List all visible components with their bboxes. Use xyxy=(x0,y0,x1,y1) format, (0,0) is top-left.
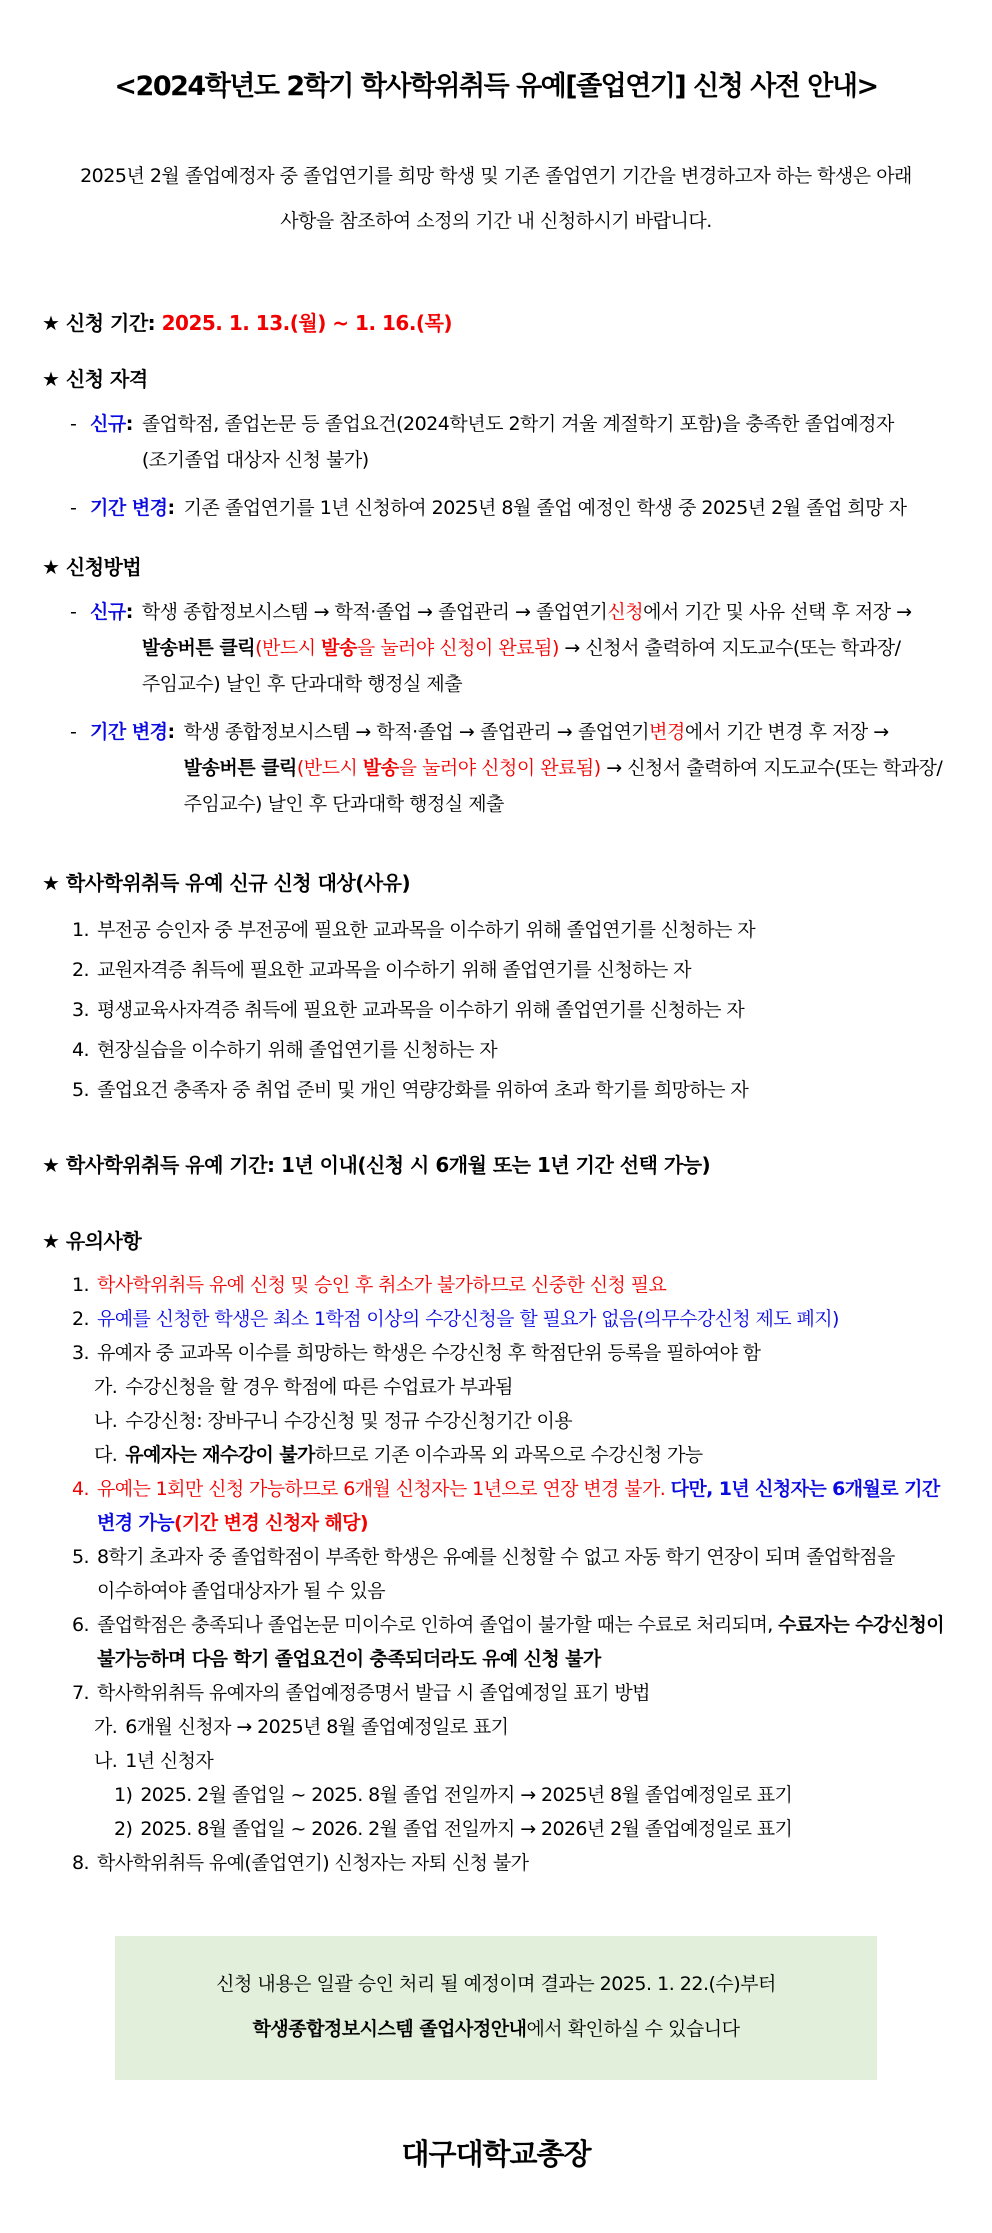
text-segment: 3. xyxy=(72,998,89,1021)
caution-item-2 xyxy=(72,1302,950,1336)
text-segment: 발송 xyxy=(362,756,399,779)
reason-item-2 xyxy=(72,950,950,990)
caution-item-7-subsub-2 xyxy=(114,1812,950,1846)
text-segment: 수강신청을 할 경우 학점에 따른 수업료가 부과됨 xyxy=(125,1375,513,1398)
item-number xyxy=(94,1744,117,1778)
text-segment: ★ 신청방법 xyxy=(42,554,142,579)
text-segment: 신규 xyxy=(90,412,126,435)
item-body xyxy=(97,1302,950,1336)
caution-item-7 xyxy=(72,1676,950,1710)
item-body xyxy=(97,1608,950,1676)
text-segment: 유예를 신청한 학생은 최소 1학점 이상의 수강신청을 할 필요가 없음(의무수강신청 제도 폐지) xyxy=(96,1307,839,1330)
caution-item-8 xyxy=(72,1846,950,1880)
text-segment: 졸업학점은 충족되나 졸업논문 미이수로 인하여 졸업이 불가할 때는 수료로 처리되며, xyxy=(96,1613,779,1636)
new-reasons-heading xyxy=(42,868,950,898)
item-number xyxy=(114,1778,132,1812)
caution-item-7-sub-na xyxy=(94,1744,950,1778)
text-segment: 유예는 1회만 신청 가능하므로 6개월 신청자는 1년으로 연장 변경 불가. xyxy=(96,1477,671,1500)
reason-item-5 xyxy=(72,1070,950,1110)
text-segment: 졸업학점, 졸업논문 등 졸업요건(2024학년도 2학기 겨울 계절학기 포함)을 충족한 졸업예정자(조기졸업 대상자 신청 불가) xyxy=(141,412,894,471)
text-segment: 에서 기간 변경 후 저장 → xyxy=(684,720,889,743)
text-segment: 신청 내용은 일괄 승인 처리 될 예정이며 결과는 2025. 1. 22.(수)부터 xyxy=(216,1972,776,1995)
item-number xyxy=(72,1540,89,1608)
item-body xyxy=(142,406,950,478)
text-segment: 학생 종합정보시스템 → 학적·졸업 → 졸업관리 → 졸업연기 xyxy=(141,600,608,623)
text-segment: 기존 졸업연기를 1년 신청하여 2025년 8월 졸업 예정인 학생 중 2025년 2월 졸업 희망 자 xyxy=(183,496,907,519)
text-segment: 에서 확인하실 수 있습니다 xyxy=(526,2017,740,2040)
text-segment: 2025. 1. 13.(월) ~ 1. 16.(목) xyxy=(161,310,453,335)
item-number xyxy=(114,1812,132,1846)
item-number xyxy=(72,1070,89,1110)
text-segment: 기간 변경 xyxy=(90,720,168,743)
text-segment: 3. xyxy=(72,1341,89,1364)
text-segment: 변경 xyxy=(649,720,685,743)
item-body xyxy=(140,1812,950,1846)
item-body xyxy=(125,1370,950,1404)
caution-item-7-sub-ga xyxy=(94,1710,950,1744)
item-term xyxy=(90,406,133,478)
text-segment: 8학기 초과자 중 졸업학점이 부족한 학생은 유예를 신청할 수 없고 자동 학기 연장이 되며 졸업학점을 이수하여야 졸업대상자가 될 수 있음 xyxy=(96,1545,895,1602)
item-number xyxy=(72,990,89,1030)
defer-period-heading xyxy=(42,1150,950,1180)
item-body xyxy=(97,1336,950,1370)
caution-item-3-sub-ga xyxy=(94,1370,950,1404)
text-segment: : xyxy=(125,600,133,623)
text-segment: 1년 신청자 xyxy=(125,1749,214,1772)
item-body xyxy=(97,1846,950,1880)
text-segment: 유예자 중 교과목 이수를 희망하는 학생은 수강신청 후 학점단위 등록을 필하여야 함 xyxy=(96,1341,761,1364)
text-segment: 기간 변경 xyxy=(90,496,168,519)
page-title: <2024학년도 2학기 학사학위취득 유예[졸업연기] 신청 사전 안내> xyxy=(114,71,878,102)
reason-item-4 xyxy=(72,1030,950,1070)
text-segment: 4. xyxy=(72,1038,89,1061)
text-segment: 유예자는 재수강이 불가 xyxy=(125,1443,315,1466)
text-segment: → 신청서 출력하여 지도교수(또는 학과장/주임교수) 날인 후 단과대학 행정실 제출 xyxy=(183,756,943,815)
item-term xyxy=(90,490,175,526)
item-body xyxy=(97,1676,950,1710)
text-segment: 학사학위취득 유예 신청 및 승인 후 취소가 불가하므로 신중한 신청 필요 xyxy=(96,1273,667,1296)
intro-paragraph: 2025년 2월 졸업예정자 중 졸업연기를 희망 학생 및 기존 졸업연기 기간을 변경하고자 하는 학생은 아래 사항을 참조하여 소정의 기간 내 신청하시기 바랍니다. xyxy=(80,164,912,232)
item-number xyxy=(72,1608,89,1676)
item-body xyxy=(97,1070,950,1110)
result-line-2 xyxy=(137,2007,855,2052)
text-segment: ★ 신청 기간: xyxy=(42,310,162,335)
text-segment: 나. xyxy=(94,1749,118,1772)
qualification-heading xyxy=(42,364,950,394)
text-segment: (기간 변경 신청자 해당) xyxy=(173,1511,368,1534)
text-segment: : xyxy=(125,412,133,435)
text-segment: 나. xyxy=(94,1409,118,1432)
item-body xyxy=(97,950,950,990)
text-segment: 에서 기간 및 사유 선택 후 저장 → xyxy=(643,600,912,623)
item-number xyxy=(72,1472,89,1540)
text-segment: 졸업요건 충족자 중 취업 준비 및 개인 역량강화를 위하여 초과 학기를 희망하는 자 xyxy=(96,1078,749,1101)
text-segment: 을 눌러야 신청이 완료됨) xyxy=(398,756,601,779)
dash-bullet: - xyxy=(70,496,77,519)
text-segment: 학생종합정보시스템 졸업사정안내 xyxy=(252,2017,527,2040)
apply-period-heading xyxy=(42,308,950,338)
text-segment: 2025. 8월 졸업일 ~ 2026. 2월 졸업 전일까지 → 2026년 2월 졸업예정일로 표기 xyxy=(140,1817,793,1840)
item-number xyxy=(72,1030,89,1070)
new-reasons-list xyxy=(42,910,950,1110)
text-segment: 가. xyxy=(94,1375,118,1398)
item-body xyxy=(97,1472,950,1540)
item-body xyxy=(97,1540,950,1608)
item-body xyxy=(125,1710,950,1744)
item-body xyxy=(142,594,950,702)
item-body xyxy=(184,714,950,822)
item-body xyxy=(125,1744,950,1778)
caution-item-1 xyxy=(72,1268,950,1302)
qualification-item-change xyxy=(70,490,950,526)
item-body xyxy=(97,990,950,1030)
issuer-signature: 대구대학교총장 xyxy=(401,2136,591,2171)
text-segment: (반드시 xyxy=(255,636,322,659)
caution-item-3 xyxy=(72,1336,950,1370)
dash-bullet: - xyxy=(70,720,77,743)
text-segment: 1. xyxy=(72,918,89,941)
item-number xyxy=(94,1370,117,1404)
text-segment: 7. xyxy=(72,1681,89,1704)
text-segment: 1. xyxy=(72,1273,89,1296)
reason-item-3 xyxy=(72,990,950,1030)
text-segment: 교원자격증 취득에 필요한 교과목을 이수하기 위해 졸업연기를 신청하는 자 xyxy=(96,958,691,981)
text-segment: 수강신청: 장바구니 수강신청 및 정규 수강신청기간 이용 xyxy=(125,1409,572,1432)
text-segment: 다만, 1년 신청자는 6개월로 기간 변경 가능 xyxy=(96,1477,940,1534)
text-segment: 5. xyxy=(72,1545,89,1568)
text-segment: ★ 신청 자격 xyxy=(42,366,148,391)
result-line-1 xyxy=(137,1962,855,2007)
item-number xyxy=(94,1710,117,1744)
text-segment: 다. xyxy=(94,1443,118,1466)
text-segment: 신청 xyxy=(607,600,644,623)
text-segment: ★ 학사학위취득 유예 기간: 1년 이내(신청 시 6개월 또는 1년 기간 선택 가능) xyxy=(42,1152,711,1177)
item-body xyxy=(97,1030,950,1070)
text-segment: 평생교육사자격증 취득에 필요한 교과목을 이수하기 위해 졸업연기를 신청하는 자 xyxy=(96,998,745,1021)
item-body xyxy=(184,490,950,526)
text-segment: 발송버튼 클릭 xyxy=(141,636,256,659)
text-segment: 발송버튼 클릭 xyxy=(183,756,297,779)
text-segment: 을 눌러야 신청이 완료됨) xyxy=(356,636,559,659)
item-number xyxy=(72,1676,89,1710)
item-number xyxy=(94,1404,117,1438)
text-segment: : xyxy=(167,720,175,743)
method-heading xyxy=(42,552,950,582)
item-term xyxy=(90,594,133,702)
caution-item-7-subsub-1 xyxy=(114,1778,950,1812)
text-segment: 1) xyxy=(114,1783,133,1806)
item-number xyxy=(72,1336,89,1370)
text-segment: 신규 xyxy=(90,600,126,623)
caution-item-5 xyxy=(72,1540,950,1608)
text-segment: 2. xyxy=(72,1307,89,1330)
text-segment: 학생 종합정보시스템 → 학적·졸업 → 졸업관리 → 졸업연기 xyxy=(183,720,650,743)
item-number xyxy=(72,1268,89,1302)
text-segment: ★ 학사학위취득 유예 신규 신청 대상(사유) xyxy=(42,870,411,895)
notice-document xyxy=(0,70,992,2233)
text-segment: 하므로 기존 이수과목 외 과목으로 수강신청 가능 xyxy=(314,1443,703,1466)
cautions-list xyxy=(42,1268,950,1880)
qualification-item-new xyxy=(70,406,950,478)
item-body xyxy=(97,910,950,950)
item-body xyxy=(140,1778,950,1812)
text-segment: 6개월 신청자 → 2025년 8월 졸업예정일로 표기 xyxy=(125,1715,509,1738)
text-segment: 2) xyxy=(114,1817,133,1840)
text-segment: 가. xyxy=(94,1715,118,1738)
item-body xyxy=(125,1438,950,1472)
method-item-change xyxy=(70,714,950,822)
caution-item-6 xyxy=(72,1608,950,1676)
caution-item-3-sub-da xyxy=(94,1438,950,1472)
item-body xyxy=(97,1268,950,1302)
method-item-new xyxy=(70,594,950,702)
text-segment: 수료자는 수강신청이 불가능하며 다음 학기 졸업요건이 충족되더라도 유예 신청 불가 xyxy=(96,1613,944,1670)
item-number xyxy=(94,1438,117,1472)
item-number xyxy=(72,1302,89,1336)
text-segment: ★ 유의사항 xyxy=(42,1228,142,1253)
text-segment: 학사학위취득 유예자의 졸업예정증명서 발급 시 졸업예정일 표기 방법 xyxy=(96,1681,650,1704)
text-segment: 부전공 승인자 중 부전공에 필요한 교과목을 이수하기 위해 졸업연기를 신청하는 자 xyxy=(96,918,755,941)
dash-bullet: - xyxy=(70,412,77,435)
text-segment: 2025. 2월 졸업일 ~ 2025. 8월 졸업 전일까지 → 2025년 8월 졸업예정일로 표기 xyxy=(140,1783,793,1806)
text-segment: 4. xyxy=(72,1477,89,1500)
text-segment: (반드시 xyxy=(296,756,363,779)
result-notice-box xyxy=(115,1936,877,2080)
dash-bullet: - xyxy=(70,600,77,623)
item-number xyxy=(72,1846,89,1880)
item-body xyxy=(125,1404,950,1438)
text-segment: 현장실습을 이수하기 위해 졸업연기를 신청하는 자 xyxy=(96,1038,497,1061)
text-segment: 8. xyxy=(72,1851,89,1874)
cautions-heading xyxy=(42,1226,950,1256)
text-segment: 발송 xyxy=(321,636,357,659)
text-segment: 5. xyxy=(72,1078,89,1101)
reason-item-1 xyxy=(72,910,950,950)
text-segment: → 신청서 출력하여 지도교수(또는 학과장/주임교수) 날인 후 단과대학 행정실 제출 xyxy=(141,636,901,695)
text-segment: 6. xyxy=(72,1613,89,1636)
caution-item-4 xyxy=(72,1472,950,1540)
caution-item-3-sub-na xyxy=(94,1404,950,1438)
item-number xyxy=(72,950,89,990)
item-term xyxy=(90,714,175,822)
text-segment: 학사학위취득 유예(졸업연기) 신청자는 자퇴 신청 불가 xyxy=(96,1851,529,1874)
text-segment: 2. xyxy=(72,958,89,981)
text-segment: : xyxy=(167,496,175,519)
item-number xyxy=(72,910,89,950)
